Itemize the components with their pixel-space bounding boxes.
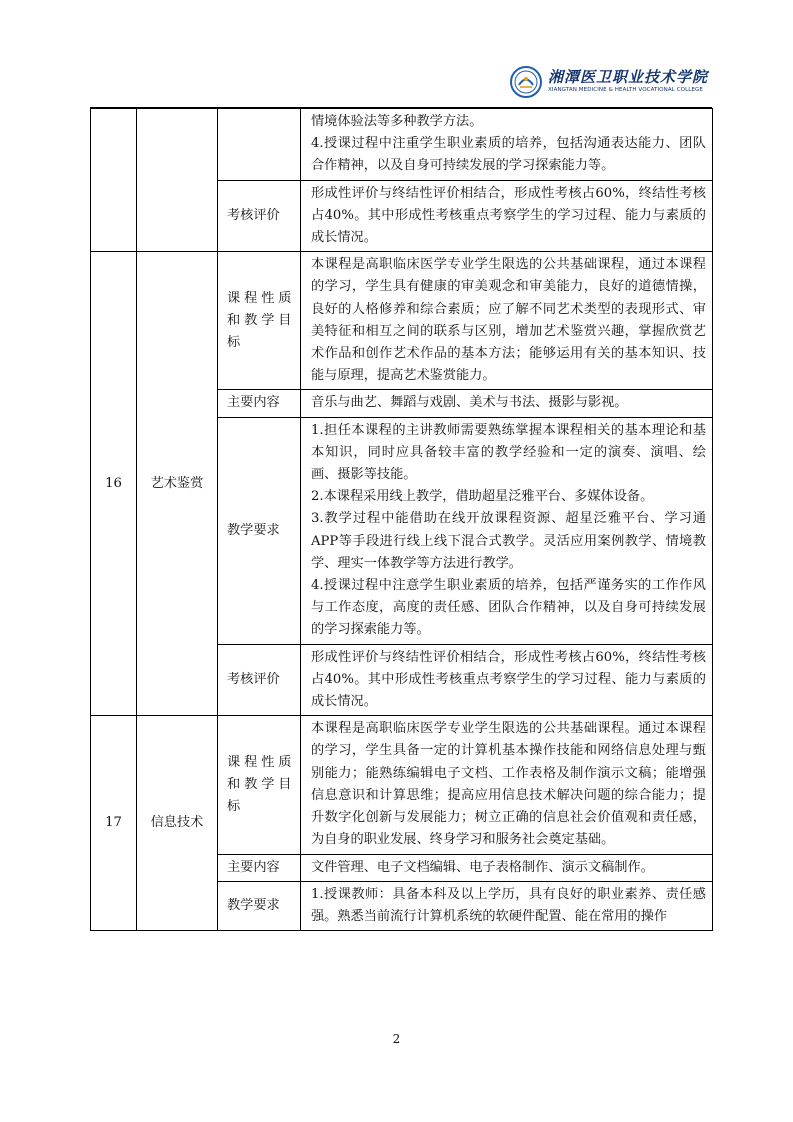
requirement-paragraph: 2.本课程采用线上教学，借助超星泛雅平台、多媒体设备。 [311,489,654,505]
course-nature-cell: 本课程是高职临床医学专业学生限选的公共基础课程，通过本课程的学习，学生具有健康的审美观念和审美能力，良好的道德情操，良好的人格修养和综合素质；应了解不同艺术类型的表现形式、审美特征和相互之间的联系与区别，增加艺术鉴赏兴趣，掌握欣赏艺术作品和创作艺术作品的基本方法；能够运用有关的基本知识、技能与原理，提高艺术鉴赏能力。 [301,252,713,390]
requirement-paragraph: 4.授课过程中注意学生职业素质的培养，包括严谨务实的工作作风与工作态度，高度的责任感、团队合作精神，以及自身可持续发展的学习探索能力等。 [311,578,706,638]
table-row [91,252,713,390]
assessment-cell: 形成性评价与终结性评价相结合，形成性考核占60%，终结性考核占40%。其中形成性考核重点考察学生的学习过程、能力与素质的成长情况。 [301,644,713,716]
course-number: 17 [91,716,137,931]
college-logo [510,64,709,104]
course-name: 艺术鉴赏 [137,252,218,716]
college-emblem-icon [510,66,542,98]
main-content-cell: 音乐与曲艺、舞蹈与戏剧、美术与书法、摄影与影视。 [301,390,713,417]
course-name-cell [137,109,218,252]
row-label: 主要内容 [218,390,301,417]
row-label: 课程性质和教学目标 [218,716,301,854]
row-label: 考核评价 [218,644,301,716]
logo-english-name: XIANGTAN MEDICINE & HEALTH VOCATIONAL COLLEGE [548,87,703,93]
row-label: 教学要求 [218,417,301,644]
teaching-requirements-cell [301,881,713,930]
assessment-cell: 形成性评价与终结性评价相结合，形成性考核占60%，终结性考核占40%。其中形成性考核重点考察学生的学习过程、能力与素质的成长情况。 [301,180,713,252]
main-content-cell: 文件管理、电子文档编辑、电子表格制作、演示文稿制作。 [301,854,713,881]
requirement-paragraph: 1.授课教师：具备本科及以上学历，具有良好的职业素养、责任感强。熟悉当前流行计算机系统的软硬件配置、能在常用的操作 [311,886,706,924]
course-nature-cell: 本课程是高职临床医学专业学生限选的公共基础课程。通过本课程的学习，学生具备一定的计算机基本操作技能和网络信息处理与甄别能力；能熟练编辑电子文档、工作表格及制作演示文稿；能增强信息意识和计算思维；提高应用信息技术解决问题的综合能力；提升数字化创新与发展能力；树立正确的信息社会价值观和责任感，为自身的职业发展、终身学习和服务社会奠定基础。 [301,716,713,854]
course-name: 信息技术 [137,716,218,931]
row-label: 考核评价 [218,180,301,252]
page-number: 2 [392,1032,401,1046]
row-label: 课程性质和教学目标 [218,252,301,390]
requirement-paragraph: 3.教学过程中能借助在线开放课程资源、超星泛雅平台、学习通APP等手段进行线上线下混合式教学。灵活应用案例教学、情境教学、理实一体教学等方法进行教学。 [311,511,706,571]
table-row [91,716,713,854]
logo-chinese-name: 湘潭医卫职业技术学院 [548,68,709,86]
requirement-paragraph: 4.授课过程中注重学生职业素质的培养，包括沟通表达能力、团队合作精神，以及自身可持续发展的学习探索能力等。 [311,136,706,174]
row-label: 教学要求 [218,881,301,930]
requirement-paragraph: 1.担任本课程的主讲教师需要熟练掌握本课程相关的基本理论和基本知识，同时应具备较丰富的教学经验和一定的演奏、演唱、绘画、摄影等技能。 [311,422,706,483]
course-table [90,108,713,931]
course-number: 16 [91,252,137,716]
requirement-paragraph: 情境体验法等多种教学方法。 [311,114,483,129]
page-header [90,64,712,108]
teaching-requirements-cell [301,109,713,181]
row-label-cell [218,109,301,181]
course-number-cell [91,109,137,252]
row-label: 主要内容 [218,854,301,881]
teaching-requirements-cell [301,417,713,644]
table-row [91,109,713,181]
